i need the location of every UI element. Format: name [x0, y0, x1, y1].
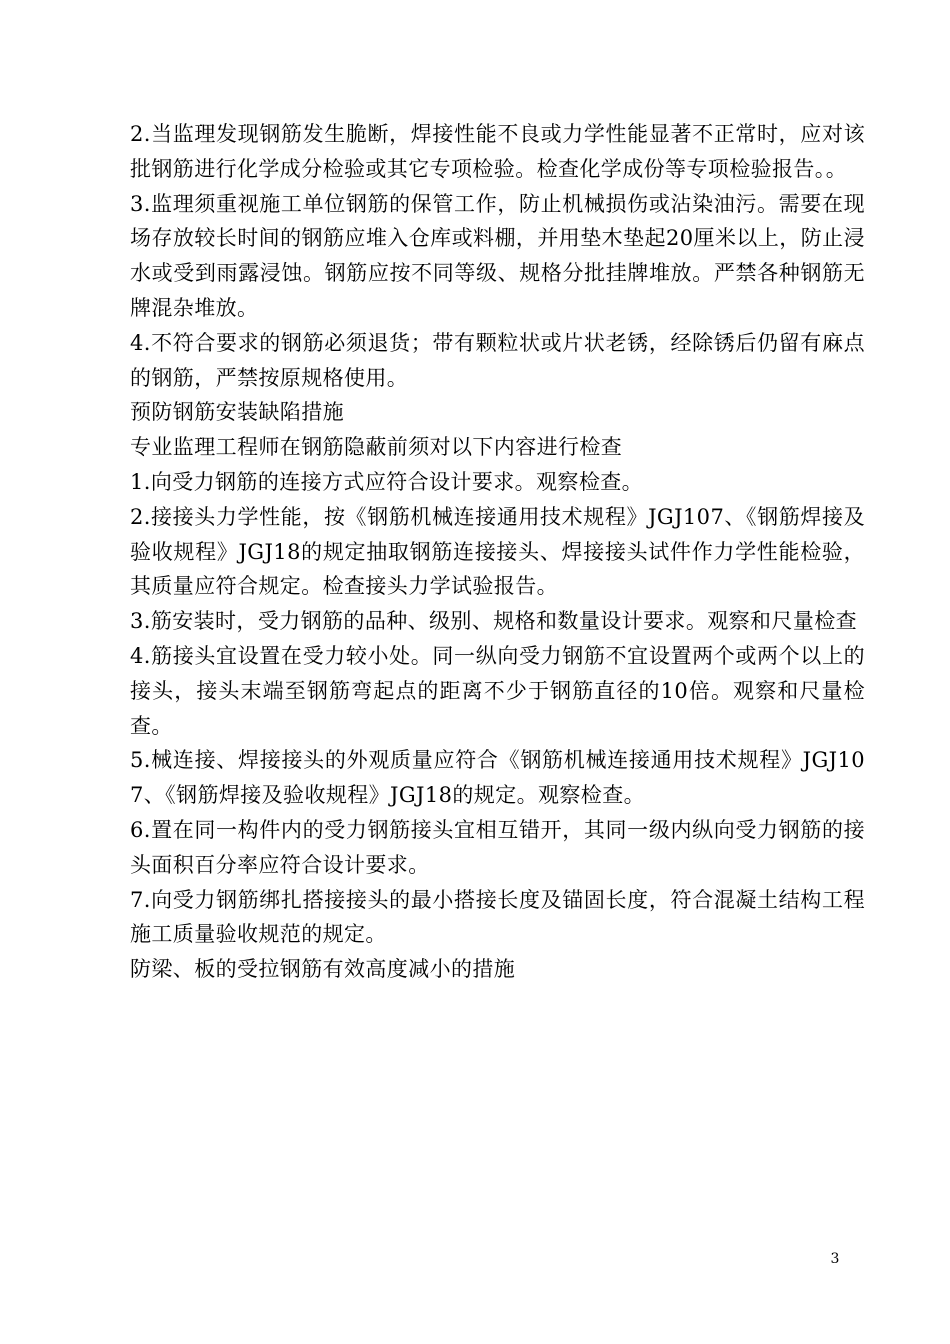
list-item-rebar-specification: 3.筋安装时，受力钢筋的品种、级别、规格和数量设计要求。观察和尺量检查	[130, 609, 858, 634]
document-body	[130, 117, 865, 987]
paragraph-rejected-rebar: 4.不符合要求的钢筋必须退货；带有颗粒状或片状老锈，经除锈后仍留有麻点的钢筋，严禁按原规格使用。	[130, 330, 865, 390]
list-item-joint-staggering: 6.置在同一构件内的受力钢筋接头宜相互错开，其同一级内纵向受力钢筋的接头面积百分率应符合设计要求。	[130, 817, 865, 877]
list-item-joint-appearance: 5.械连接、焊接接头的外观质量应符合《钢筋机械连接通用技术规程》JGJ107、《钢筋焊接及验收规程》JGJ18的规定。观察检查。	[130, 748, 865, 808]
paragraph-storage-management: 3.监理须重视施工单位钢筋的保管工作，防止机械损伤或沾染油污。需要在现场存放较长时间的钢筋应堆入仓库或料棚，并用垫木垫起20厘米以上，防止浸水或受到雨露浸蚀。钢筋应按不同等级、规格分批挂牌堆放。严禁各种钢筋无牌混杂堆放。	[130, 191, 865, 320]
list-item-joint-mechanical-properties: 2.接接头力学性能，按《钢筋机械连接通用技术规程》JGJ107、《钢筋焊接及验收规程》JGJ18的规定抽取钢筋连接接头、焊接接头试件作力学性能检验，其质量应符合规定。检查接头力学试验报告。	[130, 504, 865, 599]
section-heading-effective-height: 防梁、板的受拉钢筋有效高度减小的措施	[130, 957, 516, 982]
list-item-lap-length: 7.向受力钢筋绑扎搭接接头的最小搭接长度及锚固长度，符合混凝土结构工程施工质量验收规范的规定。	[130, 887, 865, 947]
list-item-connection-method: 1.向受力钢筋的连接方式应符合设计要求。观察检查。	[130, 469, 644, 494]
section-heading-installation-defects: 预防钢筋安装缺陷措施	[130, 400, 344, 425]
paragraph-inspection-brittle-fracture: 2.当监理发现钢筋发生脆断，焊接性能不良或力学性能显著不正常时，应对该批钢筋进行化学成分检验或其它专项检验。检查化学成份等专项检验报告。。	[130, 122, 865, 181]
list-item-joint-location: 4.筋接头宜设置在受力较小处。同一纵向受力钢筋不宜设置两个或两个以上的接头，接头末端至钢筋弯起点的距离不少于钢筋直径的10倍。观察和尺量检查。	[130, 643, 865, 738]
page-number: 3	[830, 1251, 840, 1267]
paragraph-inspection-intro: 专业监理工程师在钢筋隐蔽前须对以下内容进行检查	[130, 435, 623, 460]
